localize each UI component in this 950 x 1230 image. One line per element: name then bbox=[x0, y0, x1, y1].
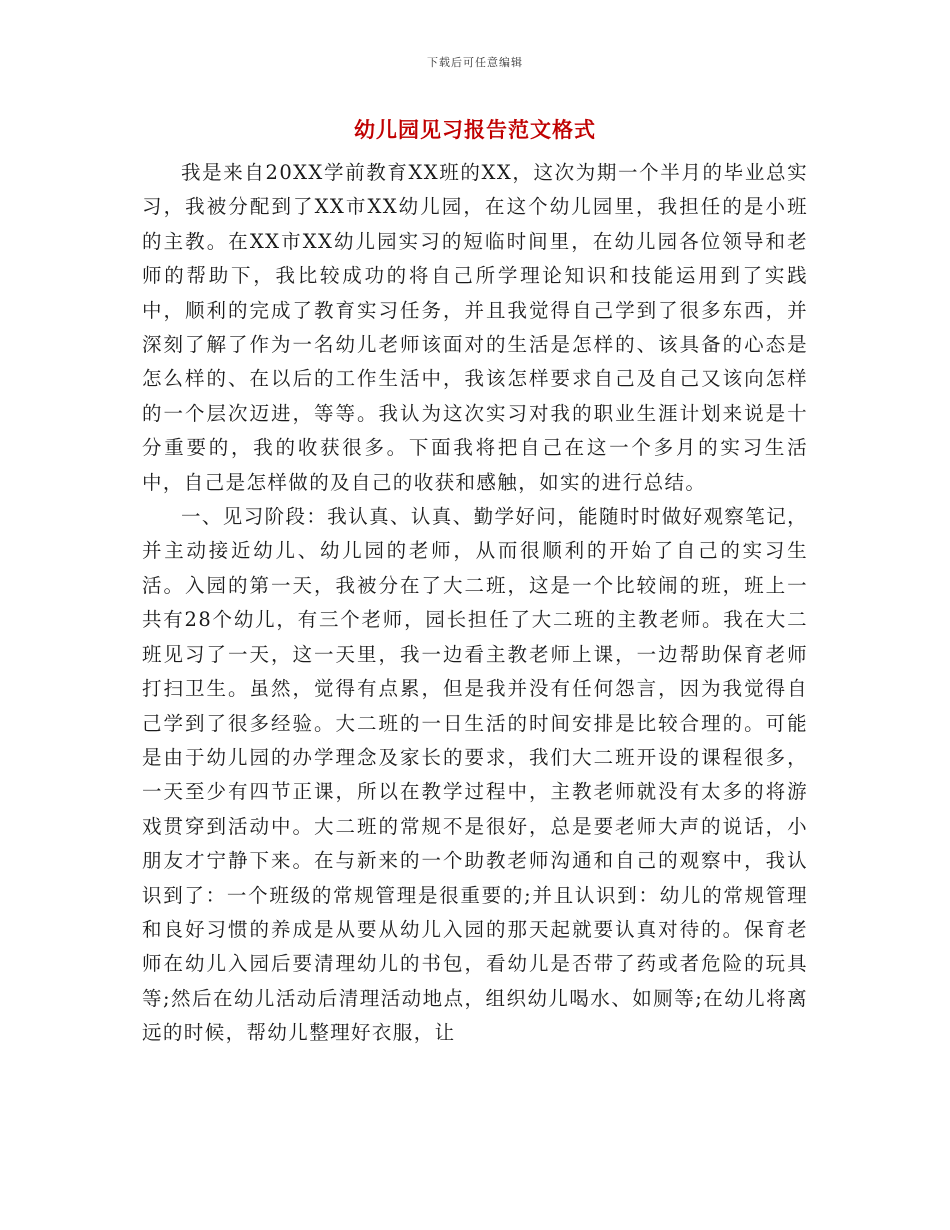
paragraph-intro: 我是来自20XX学前教育XX班的XX，这次为期一个半月的毕业总实习，我被分配到了XX市XX幼儿园，在这个幼儿园里，我担任的是小班的主教。在XX市XX幼儿园实习的短临时间里，在幼儿园各位领导和老师的帮助下，我比较成功的将自己所学理论知识和技能运用到了实践中，顺利的完成了教育实习任务，并且我觉得自己学到了很多东西，并深刻了解了作为一名幼儿老师该面对的生活是怎样的、该具备的心态是怎么样的、在以后的工作生活中，我该怎样要求自己及自己又该向怎样的一个层次迈进，等等。我认为这次实习对我的职业生涯计划来说是十分重要的，我的收获很多。下面我将把自己在这一个多月的实习生活中，自己是怎样做的及自己的收获和感触，如实的进行总结。 bbox=[142, 161, 808, 494]
paragraph-observation-stage: 一、见习阶段：我认真、认真、勤学好问，能随时时做好观察笔记，并主动接近幼儿、幼儿园的老师，从而很顺利的开始了自己的实习生活。入园的第一天，我被分在了大二班，这是一个比较闹的班，班上一共有28个幼儿，有三个老师，园长担任了大二班的主教老师。我在大二班见习了一天，这一天里，我一边看主教老师上课，一边帮助保育老师打扫卫生。虽然，觉得有点累，但是我并没有任何怨言，因为我觉得自己学到了很多经验。大二班的一日生活的时间安排是比较合理的。可能是由于幼儿园的办学理念及家长的要求，我们大二班开设的课程很多，一天至少有四节正课，所以在教学过程中，主教老师就没有太多的将游戏贯穿到活动中。大二班的常规不是很好，总是要老师大声的说话，小朋友才宁静下来。在与新来的一个助教老师沟通和自己的观察中，我认识到了：一个班级的常规管理是很重要的;并且认识到：幼儿的常规管理和良好习惯的养成是从要从幼儿入园的那天起就要认真对待的。保育老师在幼儿入园后要清理幼儿的书包，看幼儿是否带了药或者危险的玩具等;然后在幼儿活动后清理活动地点，组织幼儿喝水、如厕等;在幼儿将离远的时候，帮幼儿整理好衣服，让 bbox=[142, 505, 809, 1045]
header-note: 下载后可任意编辑 bbox=[427, 56, 523, 69]
document-title: 幼儿园见习报告范文格式 bbox=[354, 117, 596, 142]
document-body bbox=[142, 156, 808, 1051]
